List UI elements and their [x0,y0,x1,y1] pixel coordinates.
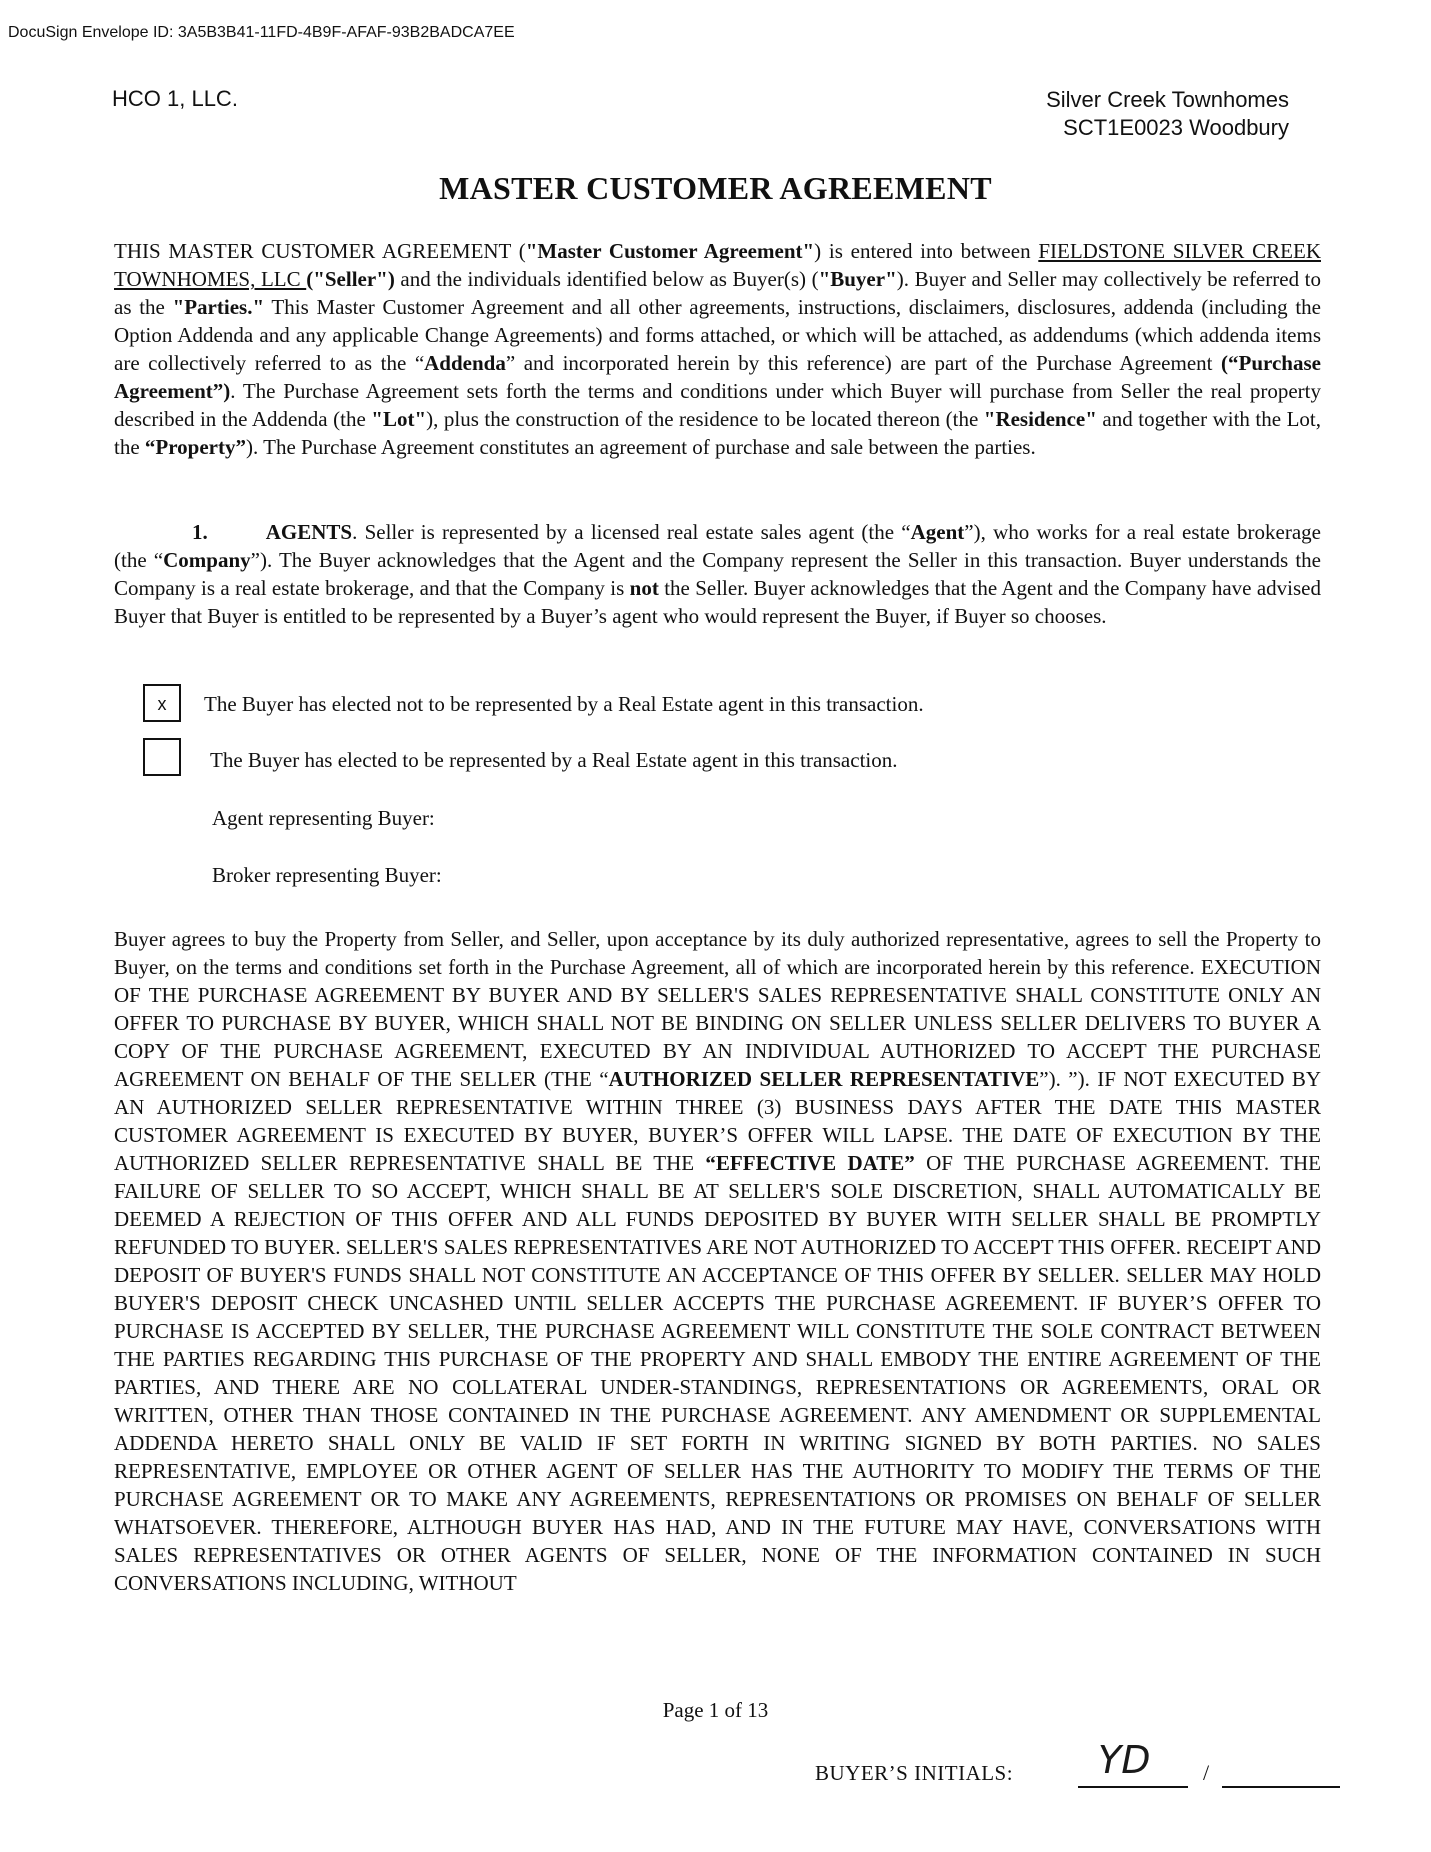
document-title: MASTER CUSTOMER AGREEMENT [439,170,992,206]
header-company: HCO 1, LLC. [112,86,238,111]
term-agent: Agent [910,520,965,544]
intro-text: ). Buyer and Seller may collectively be referred to as the [114,267,1321,319]
buyer-initials-label: BUYER’S INITIALS: [815,1761,1014,1785]
header-lot-id: SCT1E0023 Woodbury [1063,115,1289,140]
intro-term-seller: ("Seller") [306,267,395,291]
seller-name: FIELDSTONE SILVER CREEK TOWNHOMES, LLC [114,239,1321,291]
docusign-envelope-id: DocuSign Envelope ID: 3A5B3B41-11FD-4B9F-AFAF-93B2BADCA7EE [8,24,515,41]
intro-term-mca: "Master Customer Agreement" [525,239,815,263]
intro-text: ” and incorporated herein by this reference) are part of the Purchase Agreement [505,351,1222,375]
intro-term-purchase-agreement: (“Purchase Agreement”) [114,351,1321,403]
has-agent-label: The Buyer has elected to be represented by a Real Estate agent in this transaction. [210,748,898,772]
no-agent-label: The Buyer has elected not to be represented by a Real Estate agent in this transaction. [204,692,924,716]
section-text: ”), who works for a real estate brokerage (the “ [114,520,1321,572]
has-agent-checkbox[interactable] [143,738,181,776]
intro-text: This Master Customer Agreement and all other agreements, instructions, disclaimers, disclosures, addenda (including the Option Addenda and any applicable Change Agreements) and forms attached, or which will be attached, as addendums (which addenda items are collectively referred to as the “ [114,295,1321,375]
term-not: not [629,576,659,600]
agent-representing-buyer-label: Agent representing Buyer: [212,806,435,830]
header-project-name: Silver Creek Townhomes [1046,87,1289,112]
buyer-initials-signature: YD [1098,1738,1151,1782]
intro-text: . The Purchase Agreement sets forth the terms and conditions under which Buyer will purchase from Seller the real property described in the Addenda (the [114,379,1321,431]
intro-text: THIS MASTER CUSTOMER AGREEMENT ( [114,239,526,263]
term-effective-date: “EFFECTIVE DATE” [705,1151,915,1175]
section-1-agents [114,518,1321,630]
intro-term-property: “Property” [144,435,246,459]
term-authorized-seller-rep: AUTHORIZED SELLER REPRESENTATIVE [608,1067,1040,1091]
intro-text: ). The Purchase Agreement constitutes an agreement of purchase and sale between the parties. [246,435,1036,459]
section-number: 1. [192,520,208,544]
intro-term-residence: "Residence" [983,407,1097,431]
initials-separator: / [1203,1760,1210,1785]
section-text: the Seller. Buyer acknowledges that the Agent and the Company have advised Buyer that Buyer is entitled to be represented by a Buyer’s agent who would represent the Buyer, if Buyer so chooses. [114,576,1321,628]
offer-terms-paragraph [114,925,1321,1597]
intro-term-parties: "Parties." [172,295,265,319]
intro-text: ), plus the construction of the residence to be located thereon (the [426,407,984,431]
term-company: Company [163,548,251,572]
header-project [1046,86,1289,142]
body-text: ”). ”). IF NOT EXECUTED BY AN AUTHORIZED SELLER REPRESENTATIVE WITHIN THREE (3) BUSINESS DAYS AFTER THE DATE THIS MASTER CUSTOMER AGREEMENT IS EXECUTED BY BUYER, BUYER’S OFFER WILL LAPSE. THE DATE OF EXECUTION BY THE AUTHORIZED SELLER REPRESENTATIVE SHALL BE THE [114,1067,1321,1175]
no-agent-checkbox[interactable]: x [143,684,181,722]
section-text: . Seller is represented by a licensed real estate sales agent (the “ [352,520,911,544]
buyer-initials-line-2[interactable] [1222,1786,1340,1788]
section-heading: AGENTS [265,520,353,544]
intro-text: and together with the Lot, the [114,407,1321,459]
intro-text: ) is entered into between [814,239,1039,263]
intro-term-lot: "Lot" [371,407,427,431]
intro-term-addenda: Addenda [424,351,506,375]
intro-term-buyer: "Buyer" [818,267,897,291]
body-text: OF THE PURCHASE AGREEMENT. THE FAILURE OF SELLER TO SO ACCEPT, WHICH SHALL BE AT SELLER'S SOLE DISCRETION, SHALL AUTOMATICALLY BE DEEMED A REJECTION OF THIS OFFER AND ALL FUNDS DEPOSITED BY BUYER WITH SELLER SHALL BE PROMPTLY REFUNDED TO BUYER. SELLER'S SALES REPRESENTATIVES ARE NOT AUTHORIZED TO ACCEPT THIS OFFER. RECEIPT AND DEPOSIT OF BUYER'S FUNDS SHALL NOT CONSTITUTE AN ACCEPTANCE OF THIS OFFER BY SELLER. SELLER MAY HOLD BUYER'S DEPOSIT CHECK UNCASHED UNTIL SELLER ACCEPTS THE PURCHASE AGREEMENT. IF BUYER’S OFFER TO PURCHASE IS ACCEPTED BY SELLER, THE PURCHASE AGREEMENT WILL CONSTITUTE THE SOLE CONTRACT BETWEEN THE PARTIES REGARDING THIS PURCHASE OF THE PROPERTY AND SHALL EMBODY THE ENTIRE AGREEMENT OF THE PARTIES, AND THERE ARE NO COLLATERAL UNDER-STANDINGS, REPRESENTATIONS OR AGREEMENTS, ORAL OR WRITTEN, OTHER THAN THOSE CONTAINED IN THE PURCHASE AGREEMENT. ANY AMENDMENT OR SUPPLEMENTAL ADDENDA HERETO SHALL ONLY BE VALID IF SET FORTH IN WRITING SIGNED BY BOTH PARTIES. NO SALES REPRESENTATIVE, EMPLOYEE OR OTHER AGENT OF SELLER HAS THE AUTHORITY TO MODIFY THE TERMS OF THE PURCHASE AGREEMENT OR TO MAKE ANY AGREEMENTS, REPRESENTATIONS OR PROMISES ON BEHALF OF SELLER WHATSOEVER. THEREFORE, ALTHOUGH BUYER HAS HAD, AND IN THE FUTURE MAY HAVE, CONVERSATIONS WITH SALES REPRESENTATIVES OR OTHER AGENTS OF SELLER, NONE OF THE INFORMATION CONTAINED IN SUCH CONVERSATIONS INCLUDING, WITHOUT [114,1151,1321,1595]
intro-text: and the individuals identified below as Buyer(s) ( [394,267,819,291]
page-number: Page 1 of 13 [662,1698,769,1722]
intro-paragraph [114,237,1321,461]
section-text: ”). The Buyer acknowledges that the Agent and the Company represent the Seller in this transaction. Buyer understands the Company is a real estate brokerage, and that the Company is [114,548,1321,600]
broker-representing-buyer-label: Broker representing Buyer: [212,863,442,887]
buyer-initials-line-1[interactable] [1078,1786,1188,1788]
body-text: Buyer agrees to buy the Property from Seller, and Seller, upon acceptance by its duly authorized representative, agrees to sell the Property to Buyer, on the terms and conditions set forth in the Purchase Agreement, all of which are incorporated herein by this reference. EXECUTION OF THE PURCHASE AGREEMENT BY BUYER AND BY SELLER'S SALES REPRESENTATIVE SHALL CONSTITUTE ONLY AN OFFER TO PURCHASE BY BUYER, WHICH SHALL NOT BE BINDING ON SELLER UNLESS SELLER DELIVERS TO BUYER A COPY OF THE PURCHASE AGREEMENT, EXECUTED BY AN INDIVIDUAL AUTHORIZED TO ACCEPT THE PURCHASE AGREEMENT ON BEHALF OF THE SELLER (THE “ [114,927,1321,1091]
